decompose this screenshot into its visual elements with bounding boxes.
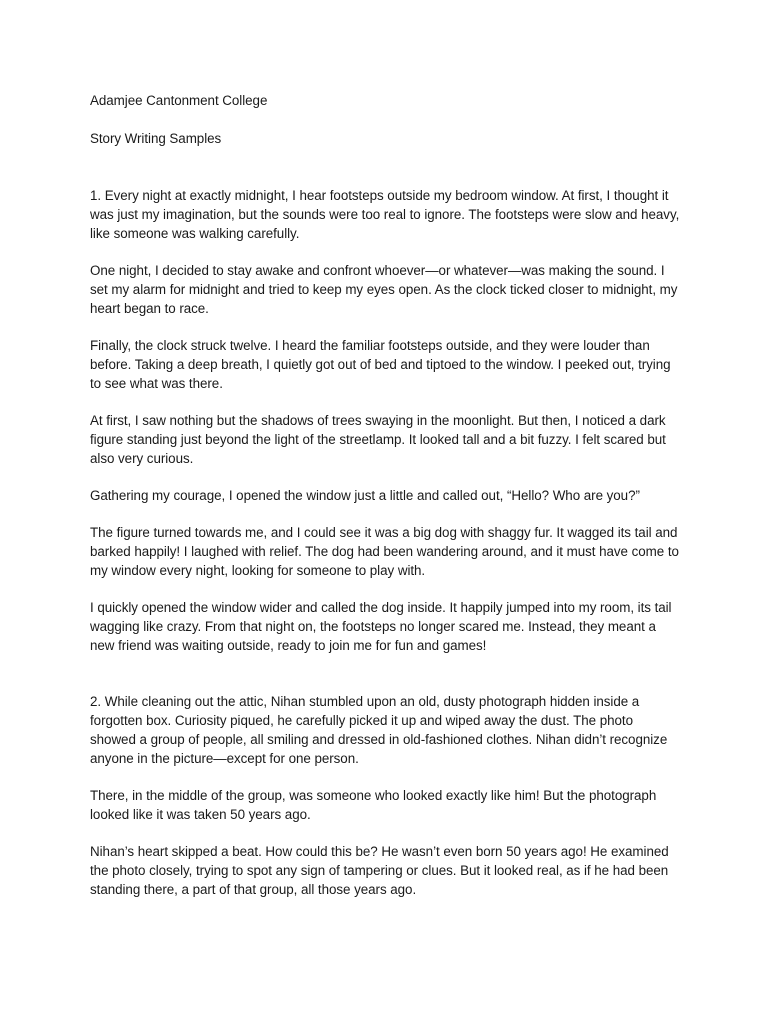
story-1-paragraph-1: 1. Every night at exactly midnight, I hear footsteps outside my bedroom window. At first, I thought it was just my imagination, but the sounds were too real to ignore. The footsteps were slow and heavy, like someone was walking carefully. — [90, 188, 680, 241]
document-content — [90, 91, 682, 917]
story-2-paragraph-2: There, in the middle of the group, was someone who looked exactly like him! But the photograph looked like it was taken 50 years ago. — [90, 788, 657, 822]
story-1-paragraph-3: Finally, the clock struck twelve. I heard the familiar footsteps outside, and they were louder than before. Taking a deep breath, I quietly got out of bed and tiptoed to the window. I peeked out, trying to see what was there. — [90, 338, 671, 391]
document-subtitle: Story Writing Samples — [90, 131, 222, 146]
story-1-paragraph-2: One night, I decided to stay awake and confront whoever—or whatever—was making the sound. I set my alarm for midnight and tried to keep my eyes open. As the clock ticked closer to midnight, my heart began to race. — [90, 263, 678, 316]
story-1-paragraph-7: I quickly opened the window wider and called the dog inside. It happily jumped into my room, its tail wagging like crazy. From that night on, the footsteps no longer scared me. Instead, they meant a new friend was waiting outside, ready to join me for fun and games! — [90, 600, 672, 653]
story-2 — [90, 692, 682, 899]
story-1-paragraph-5: Gathering my courage, I opened the window just a little and called out, “Hello? Who are you?” — [90, 488, 640, 503]
story-1-paragraph-4: At first, I saw nothing but the shadows of trees swaying in the moonlight. But then, I noticed a dark figure standing just beyond the light of the streetlamp. It looked tall and a bit fuzzy. I felt scared but also very curious. — [90, 413, 666, 466]
story-1-paragraph-6: The figure turned towards me, and I could see it was a big dog with shaggy fur. It wagged its tail and barked happily! I laughed with relief. The dog had been wandering around, and it must have come to my window every night, looking for someone to play with. — [90, 525, 679, 578]
story-1 — [90, 186, 682, 655]
story-2-paragraph-1: 2. While cleaning out the attic, Nihan stumbled upon an old, dusty photograph hidden inside a forgotten box. Curiosity piqued, he carefully picked it up and wiped away the dust. The photo showed a group of people, all smiling and dressed in old-fashioned clothes. Nihan didn’t recognize anyone in the picture—except for one person. — [90, 694, 668, 766]
institution-name: Adamjee Cantonment College — [90, 93, 268, 108]
story-2-paragraph-3: Nihan’s heart skipped a beat. How could this be? He wasn’t even born 50 years ago! He examined the photo closely, trying to spot any sign of tampering or clues. But it looked real, as if he had been standing there, a part of that group, all those years ago. — [90, 844, 669, 897]
